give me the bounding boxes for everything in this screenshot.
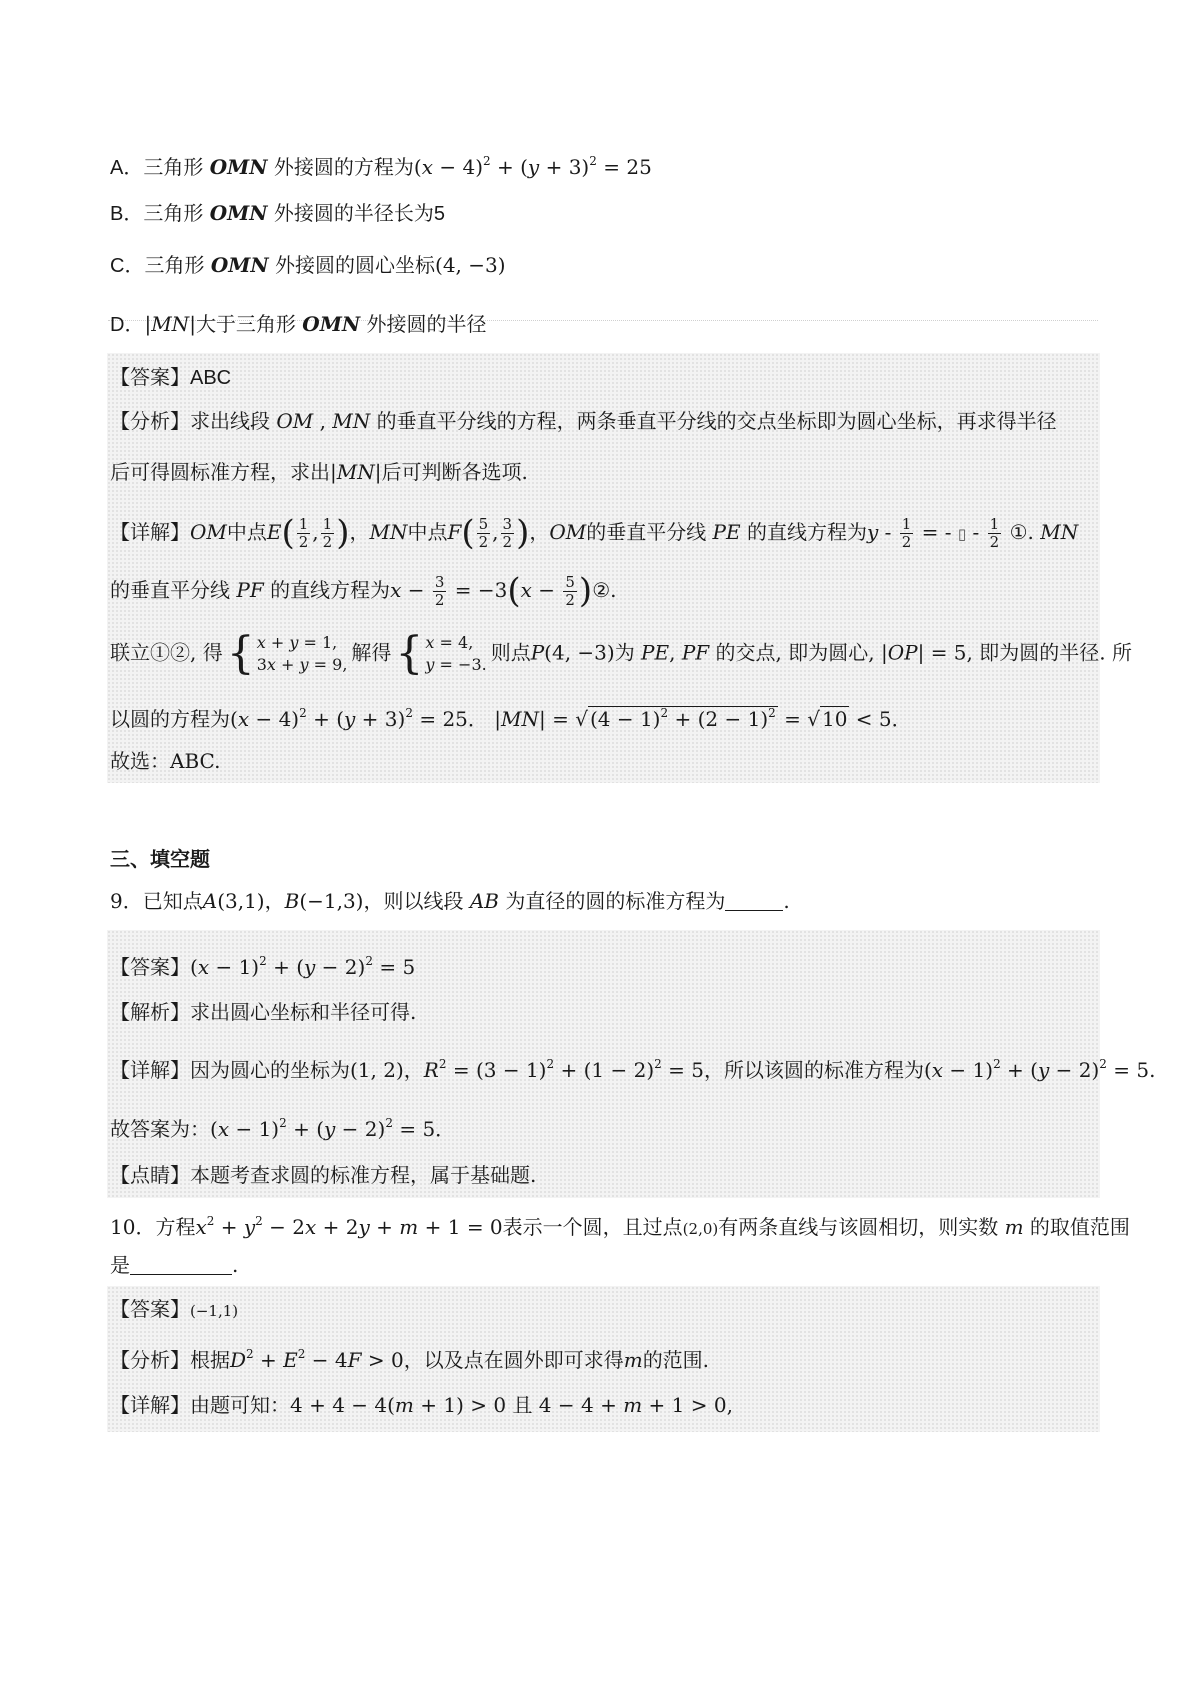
q8-detail-line1: 【详解】OM中点E( $\frac{1}{2}$ , $\frac{1}{2}$ )，MN中点F( $\frac{5}{2}$ , $\frac{3}{2}$ )，OM的垂直平分线 PE 的直线方程为y - $\frac{1}{2}$ = - ▯ - $\frac{1}{2}$ ①. MN [110,513,1079,553]
q9-final-answer: 故答案为：$(x - 1)^2 + (y - 2)^2 = 5$． [110,1116,456,1141]
section-title: 三、填空题 [110,847,210,871]
q8-analysis-line2: 后可得圆标准方程，求出|MN|后可判断各选项. [110,460,528,484]
q10-question-line1: 10．方程$x^2 + y^2 - 2x + 2y + m + 1 = 0$表示一个圆，且过点(2,0)有两条直线与该圆相切，则实数 m 的取值范围 [110,1214,1130,1239]
q10-analysis: 【分析】根据$D^2 + E^2 - 4F > 0$，以及点在圆外即可求得m的范围. [110,1347,710,1372]
q10-answer-blank[interactable] [130,1274,232,1275]
option-a: A．三角形 OMN 外接圆的方程为$(x - 4)^2 + (y + 3)^2 = 25$ [110,154,652,179]
option-a-equation: $(x - 4)^2 + (y + 3)^2 = 25$ [413,154,652,179]
option-d: D．|MN|大于三角形 OMN 外接圆的半径 [110,312,487,336]
q9-answer: 【答案】$(x - 1)^2 + (y - 2)^2 = 5$ [110,954,416,979]
option-b: B．三角形 OMN 外接圆的半径长为5 [110,201,446,225]
q9-question: 9．已知点A(3,1)，B(−1,3)，则以线段 AB 为直径的圆的标准方程为 . [110,889,790,913]
q10-detail: 【详解】由题可知：4 + 4 − 4(m + 1) > 0 且 4 − 4 + m + 1 > 0, [110,1393,733,1417]
q10-question-line2: 是 . [110,1253,239,1277]
q9-comment: 【点睛】本题考查求圆的标准方程，属于基础题. [110,1163,537,1187]
option-d-label: D． [110,314,145,336]
q8-detail-line2: 的垂直平分线 PF 的直线方程为x − $\frac{3}{2}$ = −3(x − $\frac{5}{2}$ )②. [110,571,617,611]
q8-detail-line4: 以圆的方程为$(x - 4)^2 + (y + 3)^2 = 25$． |MN| = √ $(4 - 1)^2 + (2 - 1)^2$ = √ 10 < 5． [110,706,912,731]
q10-answer: 【答案】(−1,1) [110,1297,239,1321]
q9-analysis: 【解析】求出圆心坐标和半径可得. [110,1000,417,1024]
q8-detail-line3: 联立①②, 得 { x + y = 1, 3x + y = 9, 解得 { x = 4, y = −3. 则点P(4, −3)为 PE, PF 的交点, 即为圆心, |OP| = 5, 即为圆的半径. 所 [110,628,1132,679]
option-c-label: C． [110,255,145,277]
q8-analysis-line1: 【分析】求出线段 OM , MN 的垂直平分线的方程，两条垂直平分线的交点坐标即为圆心坐标，再求得半径 [110,409,1057,433]
option-b-label: B． [110,203,144,225]
q9-detail: 【详解】因为圆心的坐标为(1, 2)，$R^2 = (3 - 1)^2 + (1 - 2)^2 = 5$，所以该圆的标准方程为$(x - 1)^2 + (y - 2)^2 = 5$. [110,1057,1156,1082]
option-c-point: (4, −3) [435,253,506,277]
q8-answer: 【答案】ABC [110,365,232,389]
q9-answer-blank[interactable] [725,910,783,911]
option-c: C．三角形 OMN 外接圆的圆心坐标(4, −3) [110,253,506,277]
option-a-label: A． [110,157,144,179]
q8-conclusion: 故选：ABC. [110,749,221,773]
